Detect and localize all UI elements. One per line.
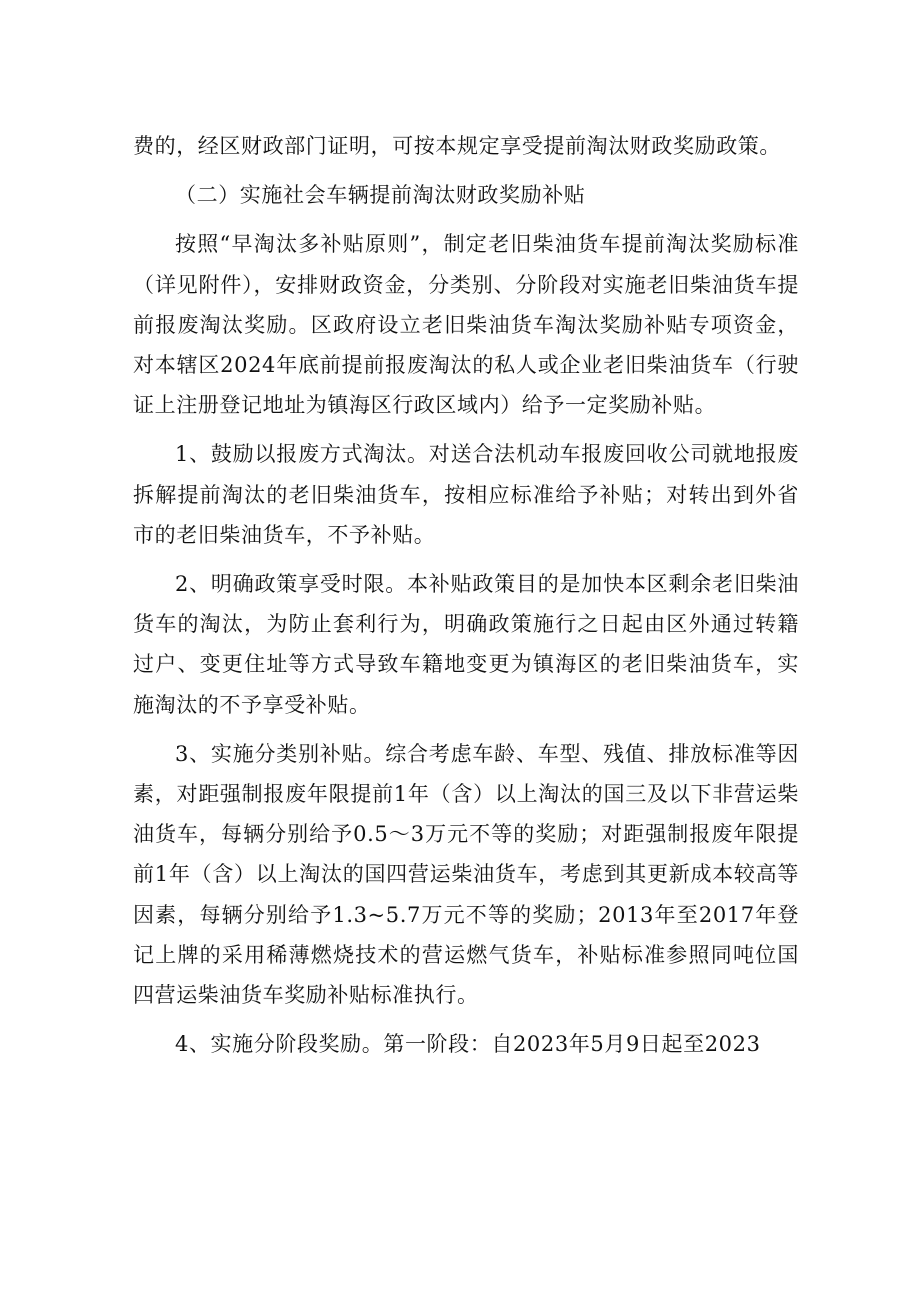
paragraph-item-1: 1、鼓励以报废方式淘汰。对送合法机动车报废回收公司就地报废拆解提前淘汰的老旧柴油货车，按相应标准给予补贴；对转出到外省市的老旧柴油货车，不予补贴。 <box>133 442 799 547</box>
paragraph-item-4: 4、实施分阶段奖励。第一阶段：自2023年5月9日起至2023 <box>175 1032 761 1057</box>
document-body <box>133 126 799 1073</box>
paragraph-continuation: 费的，经区财政部门证明，可按本规定享受提前淘汰财政奖励政策。 <box>133 134 781 158</box>
paragraph-subsidy-standard: 按照“早淘汰多补贴原则”，制定老旧柴油货车提前淘汰奖励标准（详见附件），安排财政资金，分类别、分阶段对实施老旧柴油货车提前报废淘汰奖励。区政府设立老旧柴油货车淘汰奖励补贴专项资金，对本辖区2024年底前提前报废淘汰的私人或企业老旧柴油货车（行驶证上注册登记地址为镇海区行政区域内）给予一定奖励补贴。 <box>133 232 799 418</box>
section-heading: （二）实施社会车辆提前淘汰财政奖励补贴 <box>175 183 586 208</box>
paragraph-item-2: 2、明确政策享受时限。本补贴政策目的是加快本区剩余老旧柴油货车的淘汰，为防止套利行为，明确政策施行之日起由区外通过转籍过户、变更住址等方式导致车籍地变更为镇海区的老旧柴油货车，实施淘汰的不予享受补贴。 <box>133 572 799 717</box>
paragraph-item-3: 3、实施分类别补贴。综合考虑车龄、车型、残值、排放标准等因素，对距强制报废年限提前1年（含）以上淘汰的国三及以下非营运柴油货车，每辆分别给予0.5～3万元不等的奖励；对距强制报废年限提前1年（含）以上淘汰的国四营运柴油货车，考虑到其更新成本较高等因素，每辆分别给予1.3~5.7万元不等的奖励；2013年至2017年登记上牌的采用稀薄燃烧技术的营运燃气货车，补贴标准参照同吨位国四营运柴油货车奖励补贴标准执行。 <box>133 741 799 1008</box>
